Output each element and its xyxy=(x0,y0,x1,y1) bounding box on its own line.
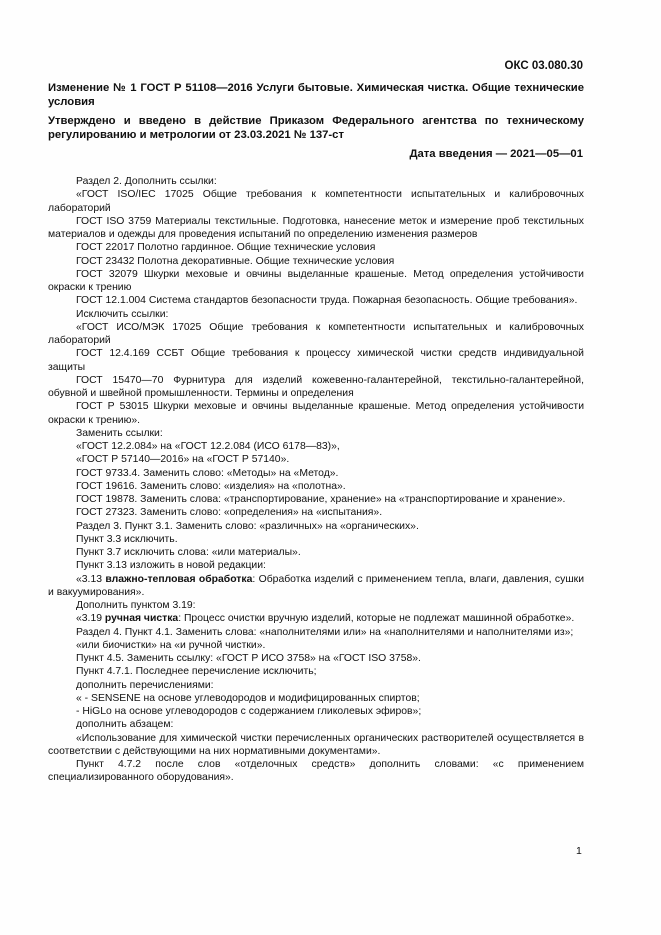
paragraph: ГОСТ 23432 Полотна декоративные. Общие технические условия xyxy=(76,255,395,267)
paragraph: «или биочистки» на «и ручной чистки». xyxy=(76,639,266,651)
term-number: «3.13 xyxy=(76,573,106,585)
paragraph: ГОСТ 12.4.169 ССБТ Общие требования к процессу химической чистки средств индивидуальной защиты xyxy=(48,348,584,373)
paragraph: - HiGLo на основе углеводородов с содержанием гликолевых эфиров»; xyxy=(76,706,422,717)
paragraph: Пункт 3.3 исключить. xyxy=(76,533,178,545)
paragraph: Пункт 4.5. Заменить ссылку: «ГОСТ Р ИСО 3758» на «ГОСТ ISO 3758». xyxy=(76,653,421,664)
document-body xyxy=(48,175,584,785)
approval-statement: Утверждено и введено в действие Приказом Федерального агентства по техническому регулированию и метрологии от 23.03.2021 № 137-ст xyxy=(48,115,584,141)
paragraph: ГОСТ 19878. Заменить слова: «транспортирование, хранение» на «транспортирование и хранение». xyxy=(76,494,566,505)
term-name: ручная чистка xyxy=(104,613,179,625)
paragraph: Дополнить пунктом 3.19: xyxy=(76,600,196,611)
paragraph: ГОСТ 12.1.004 Система стандартов безопасности труда. Пожарная безопасность. Общие требования». xyxy=(76,295,578,307)
paragraph: ГОСТ 9733.4. Заменить слово: «Методы» на «Метод». xyxy=(76,467,339,479)
paragraph: ГОСТ 22017 Полотно гардинное. Общие технические условия xyxy=(76,242,376,254)
paragraph: «ГОСТ ИСО/МЭК 17025 Общие требования к компетентности испытательных и калибровочных лабораторий xyxy=(48,321,584,346)
page-number: 1 xyxy=(576,845,582,857)
paragraph: «ГОСТ 12.2.084» на «ГОСТ 12.2.084 (ИСО 6178—83)», xyxy=(76,441,340,452)
paragraph: ГОСТ ISO 3759 Материалы текстильные. Подготовка, нанесение меток и измерение проб текстильных материалов и одежды для проведения испытаний по определению изменения размеров xyxy=(48,215,584,240)
term-definition: : Процесс очистки вручную изделий, которые не подлежат машинной обработке». xyxy=(178,613,575,625)
paragraph: Исключить ссылки: xyxy=(76,308,169,320)
paragraph: ГОСТ 32079 Шкурки меховые и овчины выделанные крашеные. Метод определения устойчивости окраски к трению xyxy=(48,268,584,293)
paragraph: Заменить ссылки: xyxy=(76,427,163,439)
paragraph: Раздел 2. Дополнить ссылки: xyxy=(76,176,217,187)
term-definition-paragraph xyxy=(48,573,584,600)
introduction-date: Дата введения — 2021—05—01 xyxy=(409,148,583,160)
term-name: влажно-тепловая обработка xyxy=(105,573,253,585)
term-definition-paragraph xyxy=(48,612,584,625)
paragraph: « - SENSENE на основе углеводородов и модифицированных спиртов; xyxy=(76,692,420,704)
paragraph: дополнить перечислениями: xyxy=(76,679,214,691)
paragraph: ГОСТ 19616. Заменить слово: «изделия» на «полотна». xyxy=(76,480,346,492)
paragraph: ГОСТ 27323. Заменить слово: «определения» на «испытания». xyxy=(76,507,383,519)
paragraph: Пункт 4.7.1. Последнее перечисление исключить; xyxy=(76,666,317,678)
paragraph: «Использование для химической чистки перечисленных органических растворителей осуществляется в соответствии с действующими на них нормативными документами». xyxy=(48,732,584,757)
term-number: «3.19 xyxy=(76,613,105,625)
paragraph: Пункт 3.13 изложить в новой редакции: xyxy=(76,560,266,572)
paragraph: Раздел 4. Пункт 4.1. Заменить слова: «наполнителями или» на «наполнителями и наполнителями из»; xyxy=(76,626,574,638)
paragraph: ГОСТ Р 53015 Шкурки меховые и овчины выделанные крашеные. Метод определения устойчивости окраски к трению». xyxy=(48,401,584,426)
paragraph: дополнить абзацем: xyxy=(76,719,174,731)
paragraph: Пункт 4.7.2 после слов «отделочных средств» дополнить словами: «с применением специализированного оборудования». xyxy=(48,759,584,784)
term-definition: : Обработка изделий с применением тепла, влаги, давления, сушки и вакуумирования». xyxy=(48,573,585,598)
paragraph: ГОСТ 15470—70 Фурнитура для изделий кожевенно-галантерейной, текстильно-галантерейной, обувной и швейной промышленности. Термины и определения xyxy=(48,374,584,399)
amendment-title: Изменение № 1 ГОСТ Р 51108—2016 Услуги бытовые. Химическая чистка. Общие технические условия xyxy=(48,82,584,108)
paragraph: «ГОСТ Р 57140—2016» на «ГОСТ Р 57140». xyxy=(76,454,290,466)
paragraph: Раздел 3. Пункт 3.1. Заменить слово: «различных» на «органических». xyxy=(76,520,419,532)
paragraph: Пункт 3.7 исключить слова: «или материалы». xyxy=(76,547,301,558)
paragraph: «ГОСТ ISO/IEC 17025 Общие требования к компетентности испытательных и калибровочных лабораторий xyxy=(48,189,584,214)
oks-code: ОКС 03.080.30 xyxy=(504,60,583,72)
